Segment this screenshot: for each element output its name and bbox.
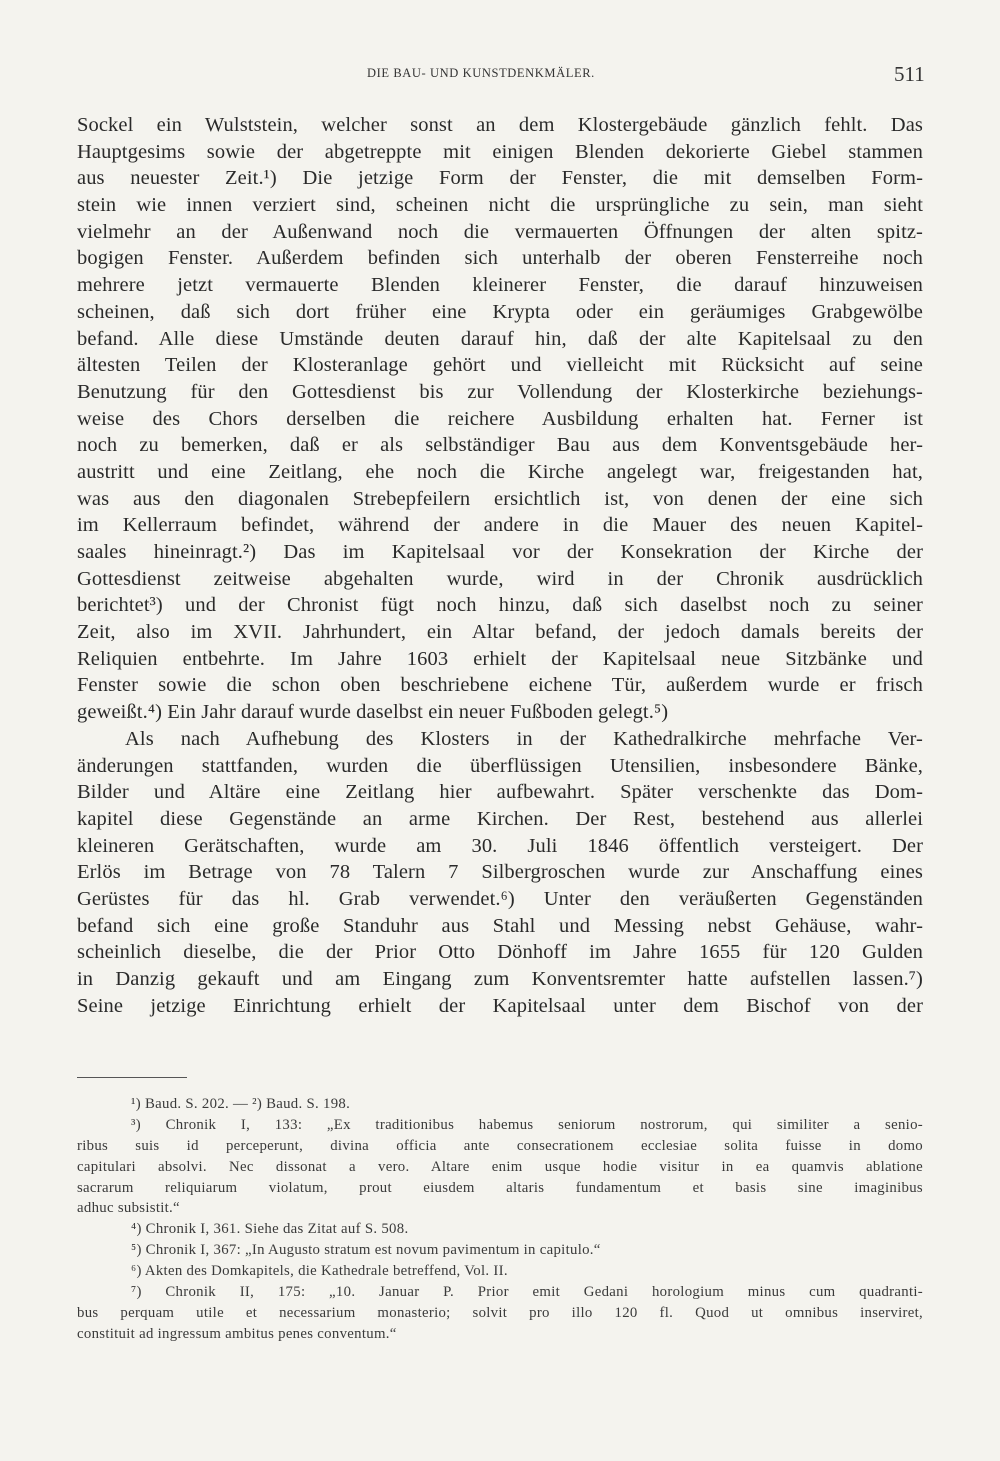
body-line: Benutzung für den Gottesdienst bis zur Vollendung der Klosterkirche beziehungs-: [77, 380, 923, 403]
running-title: DIE BAU- UND KUNSTDENKMÄLER.: [367, 66, 595, 80]
body-line: Seine jetzige Einrichtung erhielt der Kapitelsaal unter dem Bischof von der: [77, 994, 923, 1017]
footnote-line: ribus suis id perceperunt, divina officia ante consecrationem ecclesiae solita fuisse in domo: [77, 1137, 923, 1154]
body-line: austritt und eine Zeitlang, ehe noch die Kirche angelegt war, freigestanden hat,: [77, 460, 923, 483]
body-line: bogigen Fenster. Außerdem befinden sich unterhalb der oberen Fensterreihe noch: [77, 247, 923, 270]
body-line: geweißt.⁴) Ein Jahr darauf wurde daselbst ein neuer Fußboden gelegt.⁵): [77, 701, 669, 724]
footnote-line: capitulari absolvi. Nec dissonat a vero. Altare enim usque hodie visitur in ea quamvis ablatione: [77, 1158, 923, 1175]
body-line: stein wie innen verziert sind, scheinen nicht die ursprüngliche zu sein, man sieht: [77, 194, 923, 217]
running-header: [0, 62, 1000, 86]
body-line: Fenster sowie die schon oben beschriebene eichene Tür, außerdem wurde er frisch: [77, 674, 923, 697]
body-line: was aus den diagonalen Strebepfeilern ersichtlich ist, von denen der eine sich: [77, 487, 923, 510]
footnote-line: constituit ad ingressum ambitus penes conventum.“: [77, 1325, 397, 1342]
body-line: ältesten Teilen der Klosteranlage gehört und vielleicht mit Rücksicht auf seine: [77, 354, 923, 377]
footnote-line: ¹) Baud. S. 202. — ²) Baud. S. 198.: [131, 1096, 351, 1112]
body-line: kleineren Gerätschaften, wurde am 30. Juli 1846 öffentlich versteigert. Der: [77, 834, 923, 857]
body-line: aus neuester Zeit.¹) Die jetzige Form der Fenster, die mit demselben Form-: [77, 167, 923, 190]
body-text: [77, 112, 923, 1019]
body-line: Reliquien entbehrte. Im Jahre 1603 erhielt der Kapitelsaal neue Sitzbänke und: [77, 647, 923, 670]
footnote-line: sacrarum reliquiarum violatum, prout eiusdem altaris fundamentum et basis sine imaginibus: [77, 1179, 923, 1196]
footnote-divider: [77, 1077, 187, 1078]
body-line: Gerüstes für das hl. Grab verwendet.⁶) Unter den veräußerten Gegenständen: [77, 887, 923, 910]
body-line: kapitel diese Gegenstände an arme Kirchen. Der Rest, bestehend aus allerlei: [77, 807, 923, 830]
footnote-line: ⁷) Chronik II, 175: „10. Januar P. Prior emit Gedani horologium minus cum quadranti-: [131, 1284, 923, 1301]
body-line: mehrere jetzt vermauerte Blenden kleinerer Fenster, die darauf hinzuweisen: [77, 274, 923, 297]
body-line: scheinen, daß sich dort früher eine Krypta oder ein geräumiges Grabgewölbe: [77, 300, 923, 323]
body-line: Bilder und Altäre eine Zeitlang hier aufbewahrt. Später verschenkte das Dom-: [77, 781, 923, 804]
body-line: Hauptgesims sowie der abgetreppte mit einigen Blenden dekorierte Giebel stammen: [77, 140, 923, 163]
footnote-line: ⁶) Akten des Domkapitels, die Kathedrale betreffend, Vol. II.: [131, 1263, 508, 1280]
body-line: weise des Chors derselben die reichere Ausbildung erhalten hat. Ferner ist: [77, 407, 923, 430]
body-line: Zeit, also im XVII. Jahrhundert, ein Altar befand, der jedoch damals bereits der: [77, 621, 923, 644]
body-line: scheinlich dieselbe, die der Prior Otto Dönhoff im Jahre 1655 für 120 Gulden: [77, 941, 923, 964]
footnote-line: ⁵) Chronik I, 367: „In Augusto stratum est novum pavimentum in capitulo.“: [131, 1242, 601, 1259]
footnote-line: bus perquam utile et necessarium monasterio; solvit pro illo 120 fl. Quod ut omnibus inserviret,: [77, 1304, 923, 1321]
body-line: vielmehr an der Außenwand noch die vermauerten Öffnungen der alten spitz-: [77, 220, 923, 243]
footnote-line: ³) Chronik I, 133: „Ex traditionibus habemus seniorum nostrorum, qui similiter a senio-: [131, 1116, 923, 1133]
body-line: befand. Alle diese Umstände deuten darauf hin, daß der alte Kapitelsaal zu den: [77, 327, 923, 350]
body-line: saales hineinragt.²) Das im Kapitelsaal vor der Konsekration der Kirche der: [77, 541, 923, 563]
body-line: in Danzig gekauft und am Eingang zum Konventsremter hatte aufstellen lassen.⁷): [77, 968, 923, 990]
body-line: Erlös im Betrage von 78 Talern 7 Silbergroschen wurde zur Anschaffung eines: [77, 861, 923, 884]
body-line: Als nach Aufhebung des Klosters in der Kathedralkirche mehrfache Ver-: [125, 727, 923, 750]
body-line: änderungen stattfanden, wurden die überflüssigen Utensilien, insbesondere Bänke,: [77, 754, 923, 777]
body-line: noch zu bemerken, daß er als selbständiger Bau aus dem Konventsgebäude her-: [77, 434, 923, 457]
footnotes: [77, 1094, 923, 1345]
footnote-line: ⁴) Chronik I, 361. Siehe das Zitat auf S. 508.: [131, 1221, 409, 1238]
page-number: 511: [894, 62, 925, 86]
body-line: befand sich eine große Standuhr aus Stahl und Messing nebst Gehäuse, wahr-: [77, 914, 923, 937]
body-line: Sockel ein Wulststein, welcher sonst an dem Klostergebäude gänzlich fehlt. Das: [77, 114, 923, 136]
body-line: berichtet³) und der Chronist fügt noch hinzu, daß sich daselbst noch zu seiner: [77, 594, 923, 617]
footnote-line: adhuc subsistit.“: [77, 1200, 180, 1217]
body-line: Gottesdienst zeitweise abgehalten wurde, wird in der Chronik ausdrücklich: [77, 567, 923, 590]
body-line: im Kellerraum befindet, während der andere in die Mauer des neuen Kapitel-: [77, 514, 923, 537]
